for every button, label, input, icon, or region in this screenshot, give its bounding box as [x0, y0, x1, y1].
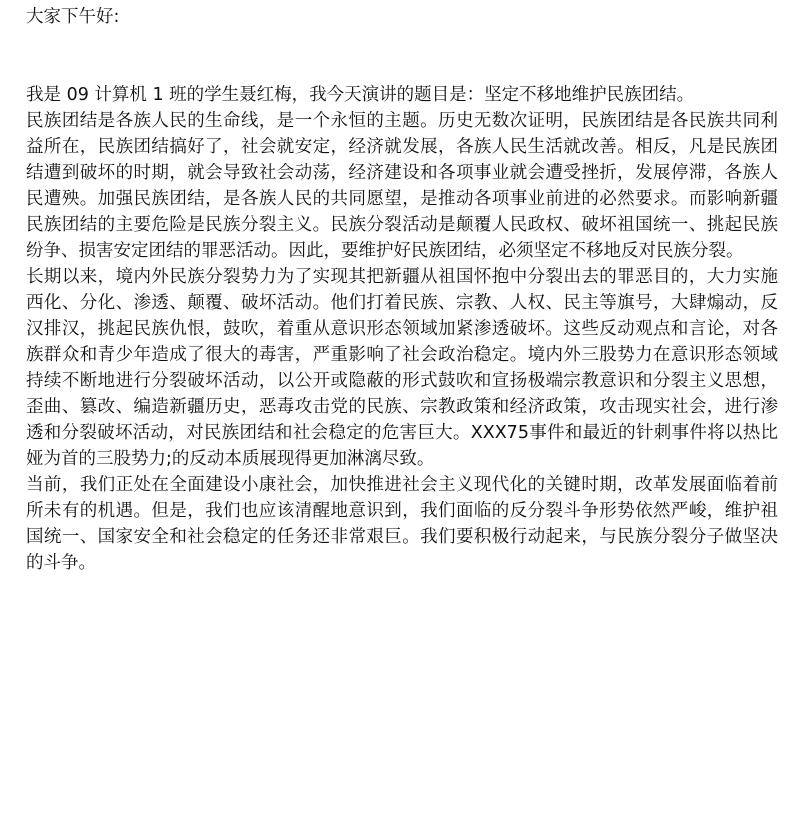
paragraph-separatism: 长期以来，境内外民族分裂势力为了实现其把新疆从祖国怀抱中分裂出去的罪恶目的，大力实施西化、分化、渗透、颠覆、破坏活动。他们打着民族、宗教、人权、民主等旗号，大肆煽动，反汉排汉，挑起民族仇恨，鼓吹，着重从意识形态领域加紧渗透破坏。这些反动观点和言论，对各族群众和青少年造成了很大的毒害，严重影响了社会政治稳定。境内外三股势力在意识形态领域持续不断地进行分裂破坏活动，以公开或隐蔽的形式鼓吹和宣扬极端宗教意识和分裂主义思想，歪曲、篡改、编造新疆历史，恶毒攻击党的民族、宗教政策和经济政策，攻击现实社会，进行渗透和分裂破坏活动，对民族团结和社会稳定的危害巨大。XXX75事件和最近的针刺事件将以热比娅为首的三股势力;的反动本质展现得更加淋漓尽致。: [26, 267, 778, 469]
paragraph-intro: 我是 09 计算机 1 班的学生聂红梅，我今天演讲的题目是：坚定不移地维护民族团结。: [26, 85, 695, 105]
paragraph-unity: 民族团结是各族人民的生命线，是一个永恒的主题。历史无数次证明，民族团结是各民族共同利益所在，民族团结搞好了，社会就安定，经济就发展，各族人民生活就改善。相反，凡是民族团结遭到破坏的时期，就会导致社会动荡，经济建设和各项事业就会遭受挫折，发展停滞，各族人民遭殃。加强民族团结，是各族人民的共同愿望，是推动各项事业前进的必然要求。而影响新疆民族团结的主要危险是民族分裂主义。民族分裂活动是颠覆人民政权、破坏祖国统一、挑起民族纷争、损害安定团结的罪恶活动。因此，要维护好民族团结，必须坚定不移地反对民族分裂。: [26, 111, 778, 261]
greeting-line: 大家下午好:: [26, 7, 120, 27]
blank-spacer: [26, 30, 778, 82]
paragraph-conclusion: 当前，我们正处在全面建设小康社会，加快推进社会主义现代化的关键时期，改革发展面临着前所未有的机遇。但是，我们也应该清醒地意识到，我们面临的反分裂斗争形势依然严峻，维护祖国统一、国家安全和社会稳定的任务还非常艰巨。我们要积极行动起来，与民族分裂分子做坚决的斗争。: [26, 475, 778, 573]
speech-document: [26, 4, 778, 576]
